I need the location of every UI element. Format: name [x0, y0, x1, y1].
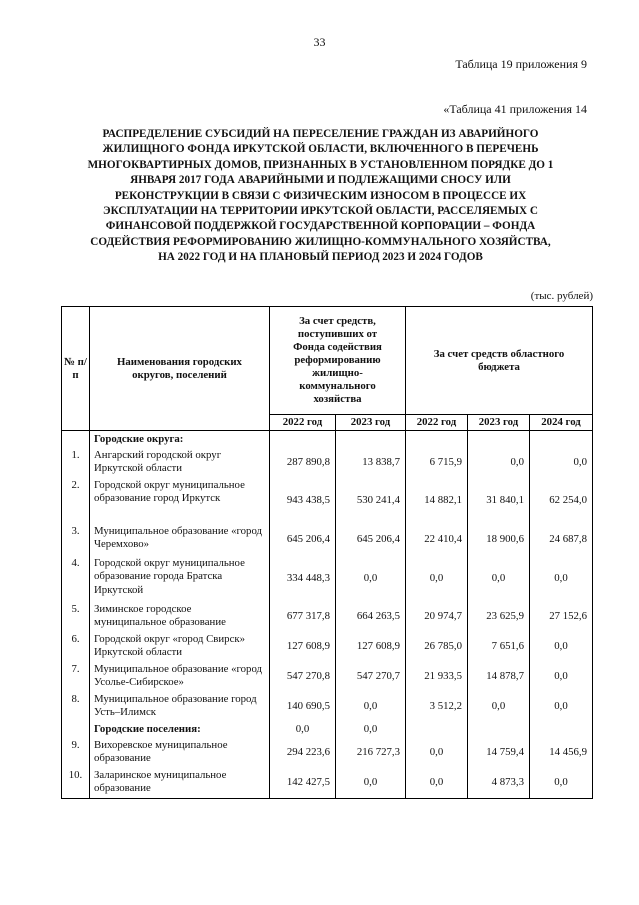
cell-value: 6 715,9 — [406, 447, 468, 477]
row-number: 4. — [62, 555, 90, 601]
header-year: 2024 год — [530, 415, 593, 431]
row-number: 5. — [62, 601, 90, 631]
row-name: Вихоревское муниципальное образование — [90, 737, 270, 767]
title-line: ЖИЛИЩНОГО ФОНДА ИРКУТСКОЙ ОБЛАСТИ, ВКЛЮЧЕННОГО В ПЕРЕЧЕНЬ — [102, 143, 539, 156]
cell-value: 334 448,3 — [270, 555, 336, 601]
header-year: 2022 год — [406, 415, 468, 431]
title-line: РЕКОНСТРУКЦИИ В СВЯЗИ С ФИЗИЧЕСКИМ ИЗНОСОМ В ПРОЦЕССЕ ИХ — [114, 189, 527, 202]
row-name: Ангарский городской округ Иркутской области — [90, 447, 270, 477]
cell-value: 0,0 — [406, 555, 468, 601]
cell-value: 943 438,5 — [270, 477, 336, 523]
row-name: Зиминское городское муниципальное образование — [90, 601, 270, 631]
document-title — [62, 127, 579, 266]
cell-value: 294 223,6 — [270, 737, 336, 767]
cell-value: 0,0 — [406, 737, 468, 767]
cell-value: 27 152,6 — [530, 601, 593, 631]
cell-value: 0,0 — [530, 555, 593, 601]
row-number: 2. — [62, 477, 90, 523]
cell-value: 140 690,5 — [270, 691, 336, 721]
cell-value: 0,0 — [530, 691, 593, 721]
title-line: МНОГОКВАРТИРНЫХ ДОМОВ, ПРИЗНАННЫХ В УСТАНОВЛЕННОМ ПОРЯДКЕ ДО 1 — [87, 158, 554, 171]
row-name: Городской округ «город Свирск» Иркутской области — [90, 631, 270, 661]
cell-value: 645 206,4 — [336, 523, 406, 555]
cell-value: 21 933,5 — [406, 661, 468, 691]
row-name: Городской округ муниципальное образование города Братска Иркутской — [90, 555, 270, 601]
cell-value: 18 900,6 — [468, 523, 530, 555]
row-name: Муниципальное образование город Усть–Илимск — [90, 691, 270, 721]
cell-value: 0,0 — [270, 721, 336, 737]
row-number: 7. — [62, 661, 90, 691]
cell-value: 547 270,7 — [336, 661, 406, 691]
cell-value: 127 608,9 — [336, 631, 406, 661]
cell-value: 14 882,1 — [406, 477, 468, 523]
cell-value: 0,0 — [530, 631, 593, 661]
row-name: Городской округ муниципальное образование город Иркутск — [90, 477, 270, 523]
title-line: СОДЕЙСТВИЯ РЕФОРМИРОВАНИЮ ЖИЛИЩНО-КОММУНАЛЬНОГО ХОЗЯЙСТВА, — [90, 235, 551, 248]
cell-value: 530 241,4 — [336, 477, 406, 523]
row-number: 9. — [62, 737, 90, 767]
table-reference: Таблица 19 приложения 9 — [455, 57, 587, 71]
header-year: 2023 год — [468, 415, 530, 431]
cell-value: 0,0 — [336, 767, 406, 799]
cell-value: 4 873,3 — [468, 767, 530, 799]
cell-value: 31 840,1 — [468, 477, 530, 523]
cell-value: 664 263,5 — [336, 601, 406, 631]
cell-value: 24 687,8 — [530, 523, 593, 555]
row-number: 6. — [62, 631, 90, 661]
header-year: 2022 год — [270, 415, 336, 431]
cell-value: 0,0 — [336, 691, 406, 721]
cell-value: 0,0 — [530, 661, 593, 691]
cell-value: 26 785,0 — [406, 631, 468, 661]
cell-value: 20 974,7 — [406, 601, 468, 631]
cell-value: 0,0 — [530, 767, 593, 799]
cell-value: 3 512,2 — [406, 691, 468, 721]
group-label: Городские округа: — [90, 431, 270, 447]
cell-value: 14 878,7 — [468, 661, 530, 691]
title-line: НА 2022 ГОД И НА ПЛАНОВЫЙ ПЕРИОД 2023 И 2024 ГОДОВ — [158, 251, 483, 264]
cell-value: 0,0 — [336, 555, 406, 601]
cell-value: 547 270,8 — [270, 661, 336, 691]
row-number: 3. — [62, 523, 90, 555]
page-number: 33 — [313, 35, 326, 49]
title-line: ЯНВАРЯ 2017 ГОДА АВАРИЙНЫМИ И ПОДЛЕЖАЩИМИ СНОСУ ИЛИ — [130, 174, 511, 187]
cell-value: 14 759,4 — [468, 737, 530, 767]
cell-value: 0,0 — [468, 447, 530, 477]
title-line: РАСПРЕДЕЛЕНИЕ СУБСИДИЙ НА ПЕРЕСЕЛЕНИЕ ГРАЖДАН ИЗ АВАРИЙНОГО — [102, 128, 539, 140]
subsidy-table — [61, 306, 593, 799]
cell-value: 142 427,5 — [270, 767, 336, 799]
title-line: ФИНАНСОВОЙ ПОДДЕРЖКОЙ ГОСУДАРСТВЕННОЙ КОРПОРАЦИИ – ФОНДА — [105, 220, 536, 233]
row-name: Заларинское муниципальное образование — [90, 767, 270, 799]
cell-value: 14 456,9 — [530, 737, 593, 767]
cell-value: 0,0 — [336, 721, 406, 737]
header-fund: За счет средств, поступивших от Фонда содействия реформированию жилищно-коммунального хозяйства — [270, 307, 406, 415]
units-label: (тыс. рублей) — [530, 290, 593, 302]
header-regional: За счет средств областного бюджета — [406, 307, 593, 415]
row-number: 10. — [62, 767, 90, 799]
row-name: Муниципальное образование «город Усолье-Сибирское» — [90, 661, 270, 691]
header-number: № п/п — [62, 307, 90, 431]
table-reference-secondary: «Таблица 41 приложения 14 — [443, 102, 587, 116]
header-year: 2023 год — [336, 415, 406, 431]
cell-value: 0,0 — [406, 767, 468, 799]
row-name: Муниципальное образование «город Черемхово» — [90, 523, 270, 555]
cell-value: 287 890,8 — [270, 447, 336, 477]
row-number: 8. — [62, 691, 90, 721]
title-line: ЭКСПЛУАТАЦИИ НА ТЕРРИТОРИИ ИРКУТСКОЙ ОБЛАСТИ, РАССЕЛЯЕМЫХ С — [102, 205, 538, 218]
cell-value: 127 608,9 — [270, 631, 336, 661]
cell-value: 13 838,7 — [336, 447, 406, 477]
cell-value: 62 254,0 — [530, 477, 593, 523]
cell-value: 23 625,9 — [468, 601, 530, 631]
cell-value: 7 651,6 — [468, 631, 530, 661]
group-label: Городские поселения: — [90, 721, 270, 737]
cell-value: 216 727,3 — [336, 737, 406, 767]
row-number: 1. — [62, 447, 90, 477]
cell-value: 645 206,4 — [270, 523, 336, 555]
cell-value: 0,0 — [530, 447, 593, 477]
header-name: Наименования городских округов, поселений — [90, 307, 270, 431]
cell-value: 677 317,8 — [270, 601, 336, 631]
cell-value: 0,0 — [468, 555, 530, 601]
cell-value: 0,0 — [468, 691, 530, 721]
cell-value: 22 410,4 — [406, 523, 468, 555]
